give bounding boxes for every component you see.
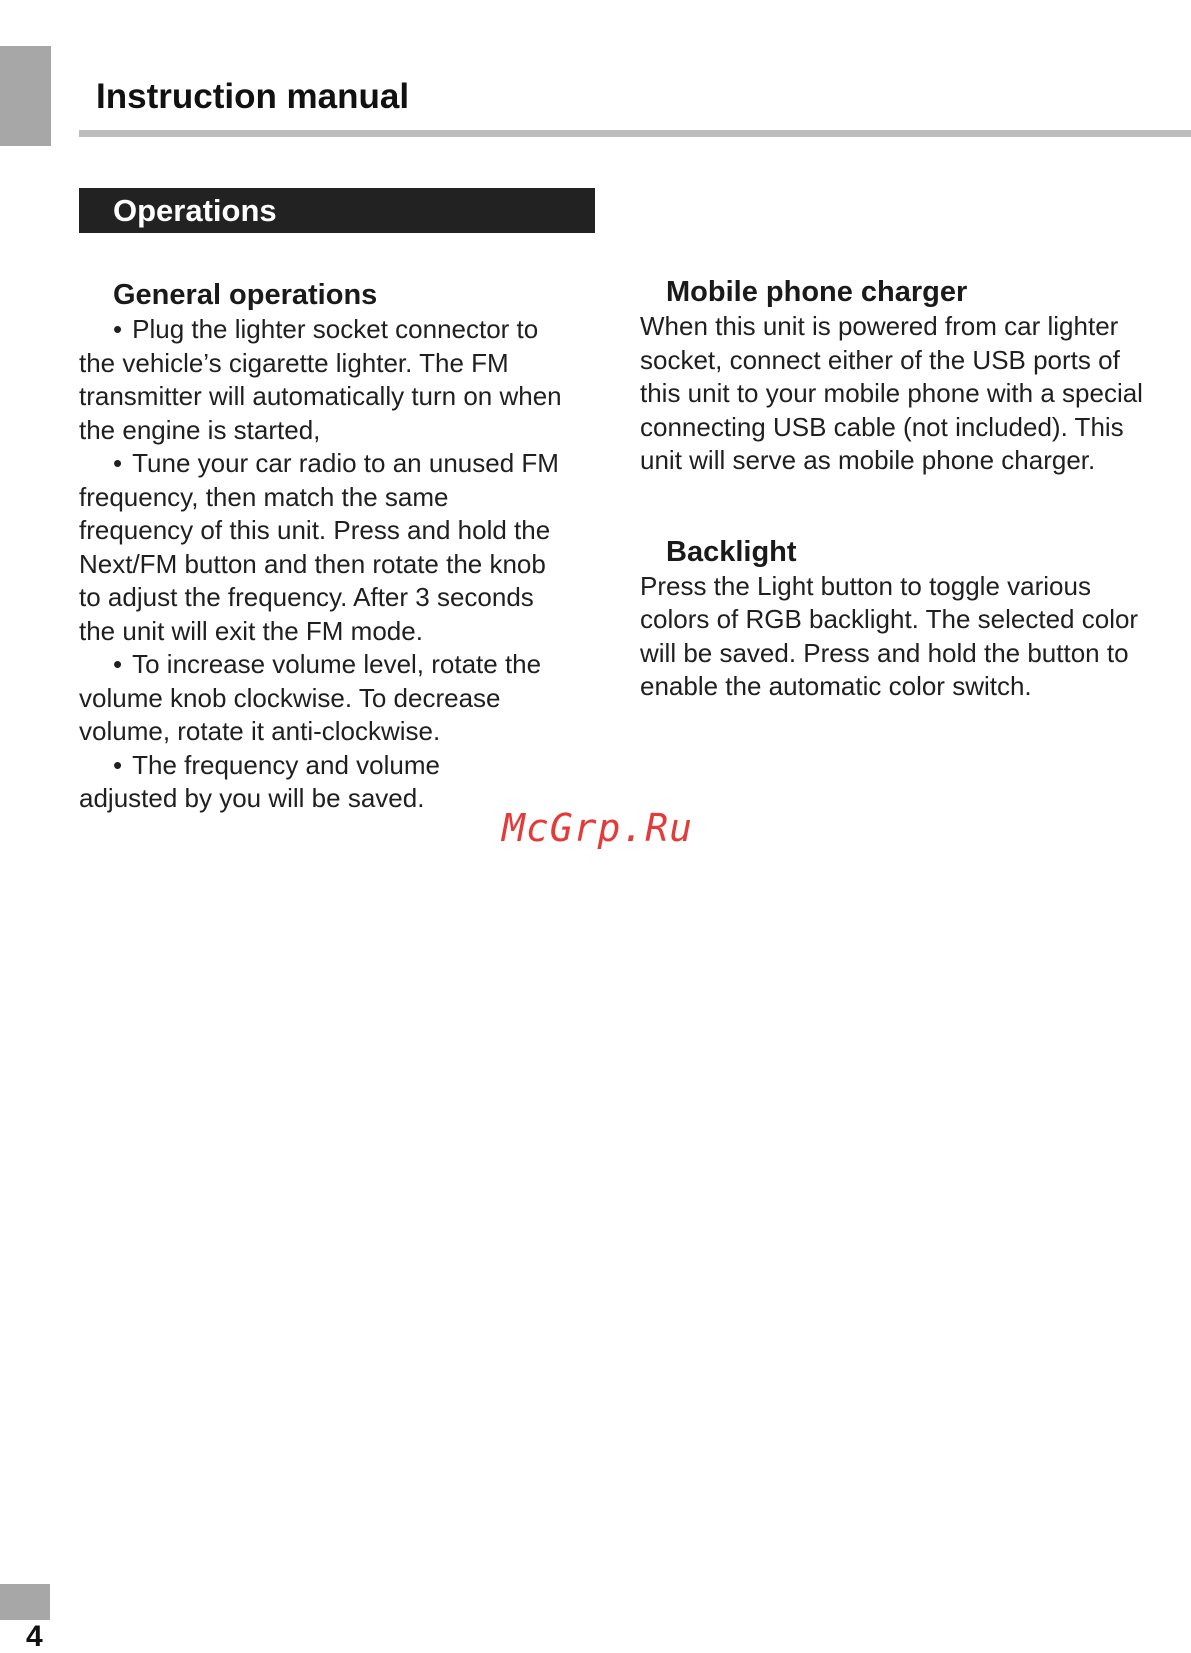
- bullet-text: Plug the lighter socket connector to the vehicle’s cigarette lighter. The FM transmitter will automatically turn on when the engine is started,: [79, 314, 562, 445]
- bullet-item: [79, 749, 479, 816]
- section-spacer: [640, 478, 1160, 534]
- section-heading: Operations: [79, 188, 595, 233]
- bullet-item: [79, 313, 569, 447]
- watermark: McGrp.Ru: [502, 806, 694, 850]
- bullet-item: [79, 648, 569, 749]
- right-column: [640, 274, 1160, 704]
- title-rule: [79, 130, 1191, 137]
- bullet-text: Tune your car radio to an unused FM frequency, then match the same frequency of this unit. Press and hold the Next/FM button and then rotate the knob to adjust the frequency. After 3 seconds the unit will exit the FM mode.: [79, 448, 559, 646]
- page-number: 4: [26, 1620, 43, 1653]
- bullet-dot: •: [113, 649, 123, 679]
- bullet-dot: •: [113, 448, 123, 478]
- general-operations-heading: General operations: [113, 279, 378, 311]
- general-operations-column: [79, 277, 569, 816]
- side-tab-bottom: [0, 1584, 50, 1620]
- backlight-text: Press the Light button to toggle various colors of RGB backlight. The selected color will be saved. Press and hold the button to enable the automatic color switch.: [640, 570, 1139, 701]
- doc-title: Instruction manual: [96, 77, 410, 116]
- bullet-text: To increase volume level, rotate the volume knob clockwise. To decrease volume, rotate it anti-clockwise.: [79, 649, 542, 746]
- mobile-charger-heading: Mobile phone charger: [666, 276, 968, 308]
- bullet-item: [79, 447, 569, 648]
- bullet-text: The frequency and volume adjusted by you will be saved.: [79, 749, 440, 813]
- bullet-dot: •: [113, 314, 123, 344]
- side-tab-top: [0, 46, 51, 146]
- backlight-heading: Backlight: [666, 535, 797, 568]
- bullet-dot: •: [113, 749, 123, 780]
- mobile-charger-text: When this unit is powered from car lighter socket, connect either of the USB ports of this unit to your mobile phone with a special connecting USB cable (not included). This unit will serve as mobile phone charger.: [640, 311, 1143, 475]
